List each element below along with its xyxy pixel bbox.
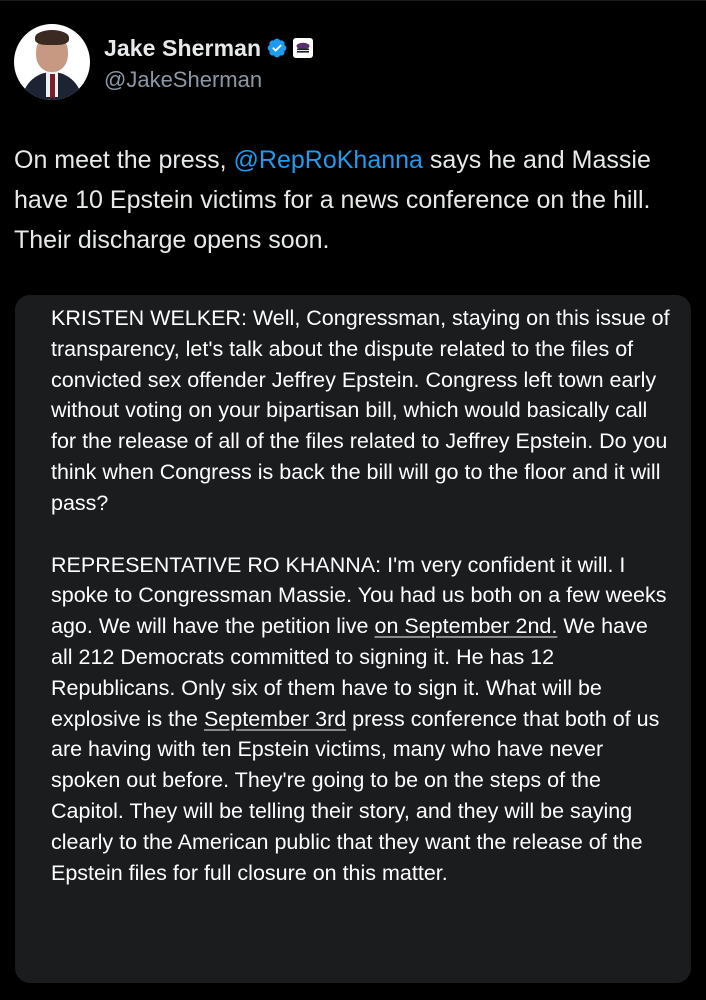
verified-badge-icon xyxy=(266,37,288,59)
transcript-paragraph-welker: KRISTEN WELKER: Well, Congressman, staying on this issue of transparency, let's talk about the dispute related to the files of convicted sex offender Jeffrey Epstein. Congress left town early without voting on your bipartisan bill, which would basically call for the release of all of the files related to Jeffrey Epstein. Do you think when Congress is back the bill will go to the floor and it will pass? xyxy=(51,306,670,515)
underlined-date-2: September 3rd xyxy=(203,706,347,731)
avatar-tie xyxy=(50,74,55,98)
khanna-part-2: We have all 212 Democrats committed to signing it. He has 12 Republicans. Only six of them have to sign it. What will be explosive is the xyxy=(51,614,648,731)
khanna-part-3: press conference that both of us are having with ten Epstein victims, many who have never spoken out before. They're going to be on the steps of the Capitol. They will be telling their story, and they will be saying clearly to the American public that they want the release of the Epstein files for full closure on this matter. xyxy=(51,706,660,885)
khanna-part-1: REPRESENTATIVE RO KHANNA: I'm very confident it will. I spoke to Congressman Massie. You had us both on a few weeks ago. We will have the petition live xyxy=(51,552,667,639)
name-row xyxy=(104,31,313,65)
top-divider xyxy=(0,0,706,1)
transcript-paragraph-khanna xyxy=(51,550,671,889)
avatar[interactable] xyxy=(14,24,90,100)
transcript-text xyxy=(51,303,671,888)
affiliate-badge-icon xyxy=(293,38,313,58)
tweet-text xyxy=(14,140,694,260)
tweet-text-after: says he and Massie have 10 Epstein victims for a news conference on the hill. Their discharge opens soon. xyxy=(14,146,651,254)
author-info xyxy=(104,31,313,93)
tweet-header xyxy=(14,22,313,102)
mention-link[interactable]: @RepRoKhanna xyxy=(233,146,423,174)
tweet-text-before: On meet the press, xyxy=(14,146,234,174)
attached-image-card[interactable] xyxy=(15,295,691,983)
affiliate-logo-icon xyxy=(295,40,311,56)
author-handle[interactable]: @JakeSherman xyxy=(104,67,263,92)
avatar-hair xyxy=(35,30,69,45)
author-display-name[interactable]: Jake Sherman xyxy=(104,34,262,61)
underlined-date-1: on September 2nd. xyxy=(374,614,558,639)
